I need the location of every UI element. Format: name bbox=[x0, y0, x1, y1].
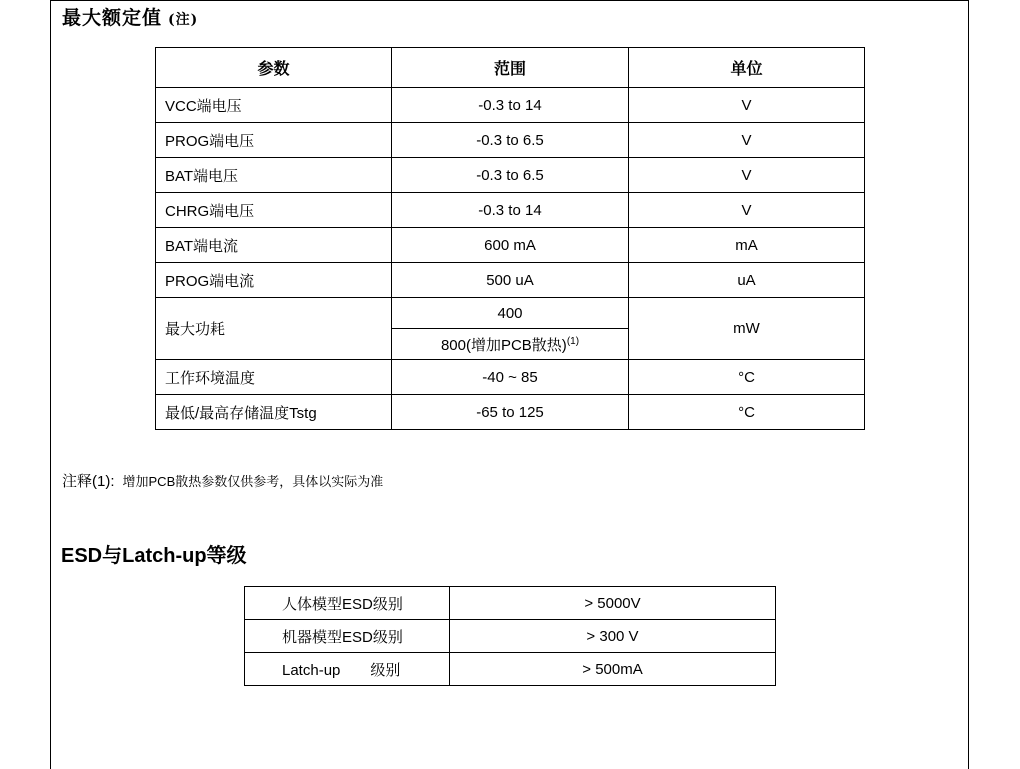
table-row bbox=[245, 620, 776, 653]
range-with-pcb-text: 800(增加PCB散热) bbox=[440, 336, 567, 354]
unit-cell: mA bbox=[629, 228, 865, 263]
header-range: 范围 bbox=[392, 48, 629, 88]
unit-cell: V bbox=[629, 193, 865, 228]
table-row bbox=[156, 263, 865, 298]
esd-name-cell: 人体模型ESD级别 bbox=[245, 587, 450, 620]
ratings-title-text: 最大额定值 bbox=[62, 7, 163, 29]
unit-cell: V bbox=[629, 158, 865, 193]
ratings-section-title bbox=[62, 6, 198, 32]
param-cell: VCC端电压 bbox=[156, 88, 392, 123]
esd-value-cell: > 500mA bbox=[450, 653, 776, 686]
param-cell: BAT端电流 bbox=[156, 228, 392, 263]
ratings-title-note: (注) bbox=[168, 12, 199, 28]
unit-cell: °C bbox=[629, 360, 865, 395]
esd-section-title: ESD与Latch-up等级 bbox=[61, 545, 247, 567]
header-unit: 单位 bbox=[629, 48, 865, 88]
table-row bbox=[245, 653, 776, 686]
range-cell: -0.3 to 6.5 bbox=[392, 158, 629, 193]
range-cell: -40 ~ 85 bbox=[392, 360, 629, 395]
param-cell: PROG端电压 bbox=[156, 123, 392, 158]
table-row bbox=[156, 123, 865, 158]
param-cell: 最低/最高存储温度Tstg bbox=[156, 395, 392, 430]
table-row-power bbox=[156, 298, 865, 329]
footnote-ref: (1) bbox=[566, 335, 580, 347]
esd-value-cell: > 5000V bbox=[450, 587, 776, 620]
footnote-text: 增加PCB散热参数仅供参考，具体以实际为准 bbox=[122, 474, 384, 489]
unit-cell: uA bbox=[629, 263, 865, 298]
range-cell-with-pcb bbox=[392, 329, 629, 360]
unit-cell: V bbox=[629, 123, 865, 158]
esd-value-cell: > 300 V bbox=[450, 620, 776, 653]
ratings-header-row bbox=[156, 48, 865, 88]
esd-table bbox=[244, 586, 776, 686]
table-row bbox=[156, 228, 865, 263]
table-row bbox=[245, 587, 776, 620]
range-cell: -65 to 125 bbox=[392, 395, 629, 430]
esd-name-cell: Latch-up 级别 bbox=[245, 653, 450, 686]
range-cell-typical: 400 bbox=[392, 298, 629, 329]
header-param: 参数 bbox=[156, 48, 392, 88]
param-cell: 工作环境温度 bbox=[156, 360, 392, 395]
footnote bbox=[62, 470, 383, 491]
table-row bbox=[156, 193, 865, 228]
footnote-label: 注释(1): bbox=[62, 473, 115, 490]
table-row bbox=[156, 88, 865, 123]
param-cell: 最大功耗 bbox=[156, 298, 392, 360]
range-cell: -0.3 to 14 bbox=[392, 88, 629, 123]
range-cell: 600 mA bbox=[392, 228, 629, 263]
range-cell: 500 uA bbox=[392, 263, 629, 298]
unit-cell: V bbox=[629, 88, 865, 123]
table-row bbox=[156, 360, 865, 395]
param-cell: BAT端电压 bbox=[156, 158, 392, 193]
table-row bbox=[156, 158, 865, 193]
esd-name-cell: 机器模型ESD级别 bbox=[245, 620, 450, 653]
unit-cell: mW bbox=[629, 298, 865, 360]
param-cell: CHRG端电压 bbox=[156, 193, 392, 228]
range-cell: -0.3 to 14 bbox=[392, 193, 629, 228]
ratings-table bbox=[155, 47, 865, 430]
range-cell: -0.3 to 6.5 bbox=[392, 123, 629, 158]
unit-cell: °C bbox=[629, 395, 865, 430]
table-row bbox=[156, 395, 865, 430]
param-cell: PROG端电流 bbox=[156, 263, 392, 298]
